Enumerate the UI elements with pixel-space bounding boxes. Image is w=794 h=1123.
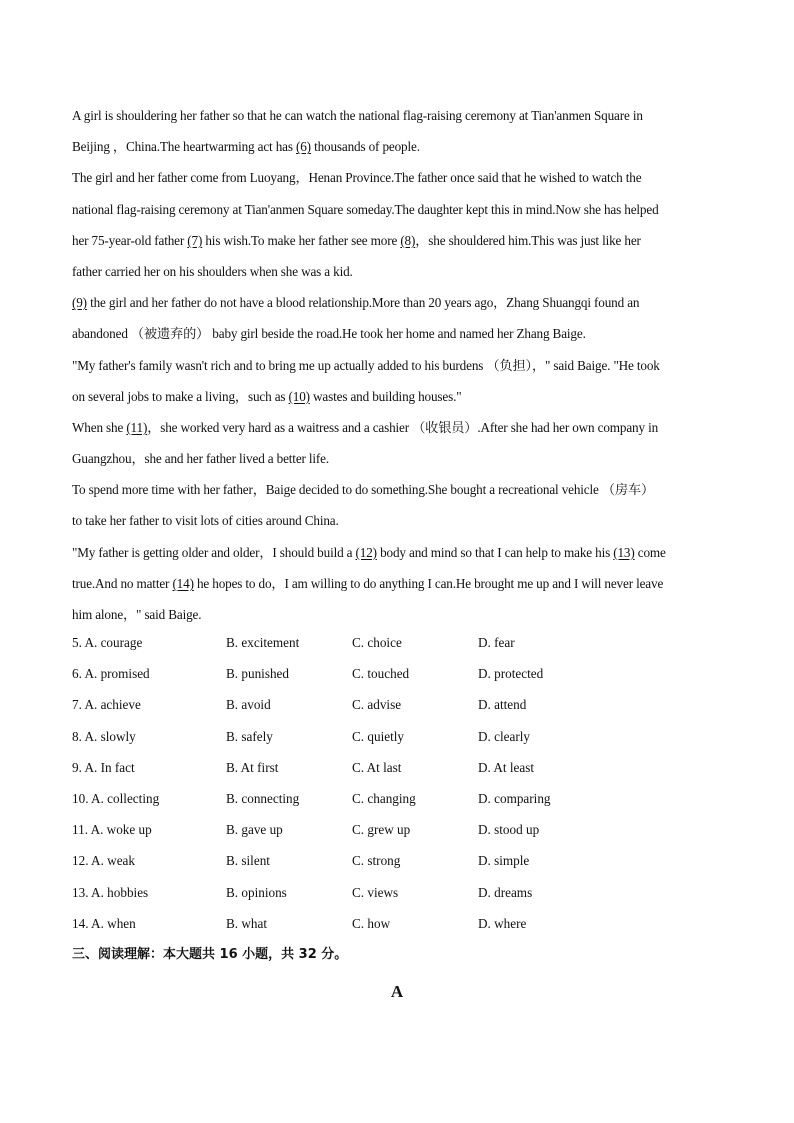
option-a: 9. A. In fact <box>72 759 135 775</box>
option-d: D. comparing <box>478 790 551 806</box>
question-row <box>72 752 732 783</box>
option-c: C. advise <box>352 697 402 713</box>
passage-text: his wish.To make her father see more <box>202 232 401 248</box>
blank-number: (8) <box>400 232 416 248</box>
passage-text: come <box>634 544 666 560</box>
passage-text: When she <box>72 419 127 435</box>
option-a: 13. A. hobbies <box>72 884 149 900</box>
passage-line <box>72 256 732 287</box>
option-d: D. where <box>478 915 527 931</box>
blank-number: (6) <box>295 139 311 155</box>
passage-text: father carried her on his shoulders when she was a kid. <box>72 263 353 279</box>
blank-number: (7) <box>187 232 203 248</box>
option-b: B. connecting <box>226 790 300 806</box>
option-b: B. silent <box>226 853 270 869</box>
option-d: D. attend <box>478 697 527 713</box>
option-a: 5. A. courage <box>72 635 143 650</box>
passage-line <box>72 443 732 474</box>
passage-text: Beijing ，China.The heartwarming act has <box>72 139 296 155</box>
passage-text: thousands of people. <box>310 139 420 155</box>
question-row <box>72 814 732 845</box>
section-title: 三、阅读理解：本大题共 16 小题，共 32 分。 <box>72 947 348 962</box>
passage-text: abandoned （被遗弃的） baby girl beside the road.He took her home and named her Zhang Baige. <box>72 326 586 342</box>
blank-number: (12) <box>355 544 377 560</box>
question-row <box>72 783 732 814</box>
question-row <box>72 721 732 752</box>
question-row <box>72 845 732 876</box>
option-a: 10. A. collecting <box>72 790 160 806</box>
question-row <box>72 877 732 908</box>
passage-text: Guangzhou，she and her father lived a better life. <box>72 451 330 467</box>
option-b: B. At first <box>226 759 279 775</box>
option-c: C. views <box>352 884 399 900</box>
passage-line <box>72 225 732 256</box>
part-title: A <box>390 982 404 1001</box>
passage-line <box>72 537 732 568</box>
passage-line <box>72 194 732 225</box>
passage-line <box>72 318 732 349</box>
option-d: D. clearly <box>478 728 530 744</box>
option-a: 12. A. weak <box>72 853 135 869</box>
option-b: B. excitement <box>226 635 300 650</box>
passage-line <box>72 568 732 599</box>
option-c: C. choice <box>352 635 402 650</box>
passage-text: true.And no matter <box>72 575 173 591</box>
blank-number: (14) <box>172 575 194 591</box>
option-c: C. touched <box>352 666 410 682</box>
passage-text: ，she shouldered him.This was just like her <box>415 232 641 248</box>
passage-text: on several jobs to make a living，such as <box>72 388 289 404</box>
blank-number: (13) <box>613 544 635 560</box>
passage-text: to take her father to visit lots of cities around China. <box>72 513 339 529</box>
option-a: 8. A. slowly <box>72 728 136 744</box>
passage-text: To spend more time with her father，Baige decided to do something.She bought a recreational vehicle （房车） <box>72 482 655 498</box>
passage-line <box>72 100 732 131</box>
passage-text: ，she worked very hard as a waitress and a cashier （收银员）.After she had her own company in <box>147 419 659 435</box>
option-d: D. At least <box>478 759 535 775</box>
option-a: 6. A. promised <box>72 666 150 682</box>
option-b: B. punished <box>226 666 290 682</box>
question-row <box>72 658 732 689</box>
passage-line <box>72 474 732 505</box>
passage-text: national flag-raising ceremony at Tian'anmen Square someday.The daughter kept this in mind.Now she has helped <box>72 201 659 217</box>
option-d: D. simple <box>478 853 530 869</box>
passage-line <box>72 350 732 381</box>
option-a: 11. A. woke up <box>72 822 152 838</box>
option-d: D. dreams <box>478 884 533 900</box>
option-d: D. stood up <box>478 822 540 838</box>
passage-text: her 75-year-old father <box>72 232 188 248</box>
passage-line <box>72 287 732 318</box>
option-c: C. grew up <box>352 822 411 838</box>
blank-number: (11) <box>126 419 148 435</box>
passage-text: body and mind so that I can help to make his <box>376 544 614 560</box>
cloze-passage <box>72 100 732 630</box>
option-d: D. fear <box>478 635 515 650</box>
blank-number: (10) <box>288 388 310 404</box>
passage-line <box>72 412 732 443</box>
option-b: B. opinions <box>226 884 287 900</box>
option-c: C. changing <box>352 790 416 806</box>
blank-number: (9) <box>72 295 87 311</box>
question-row <box>72 689 732 720</box>
option-a: 7. A. achieve <box>72 697 141 713</box>
passage-line <box>72 505 732 536</box>
passage-text: him alone，" said Baige. <box>72 607 202 622</box>
option-d: D. protected <box>478 666 544 682</box>
question-options <box>72 627 732 939</box>
option-a: 14. A. when <box>72 915 136 931</box>
option-b: B. what <box>226 915 268 931</box>
question-row <box>72 627 732 658</box>
option-c: C. quietly <box>352 728 405 744</box>
passage-line <box>72 381 732 412</box>
option-b: B. safely <box>226 728 273 744</box>
passage-text: "My father's family wasn't rich and to bring me up actually added to his burdens （负担），" said Baige. "He took <box>72 357 660 373</box>
passage-text: he hopes to do，I am willing to do anything I can.He brought me up and I will never leave <box>193 575 664 591</box>
passage-text: the girl and her father do not have a blood relationship.More than 20 years ago，Zhang Shuangqi found an <box>86 295 640 311</box>
passage-text: A girl is shouldering her father so that he can watch the national flag-raising ceremony at Tian'anmen Square in <box>72 108 643 123</box>
question-row <box>72 908 732 939</box>
option-c: C. how <box>352 915 391 931</box>
passage-line <box>72 162 732 193</box>
option-c: C. At last <box>352 759 402 775</box>
passage-line <box>72 131 732 162</box>
passage-text: "My father is getting older and older，I should build a <box>72 544 356 560</box>
option-b: B. avoid <box>226 697 271 713</box>
option-b: B. gave up <box>226 822 283 838</box>
passage-line <box>72 599 732 630</box>
option-c: C. strong <box>352 853 401 869</box>
passage-text: The girl and her father come from Luoyang，Henan Province.The father once said that he wished to watch the <box>72 170 642 186</box>
passage-text: wastes and building houses." <box>309 388 462 404</box>
